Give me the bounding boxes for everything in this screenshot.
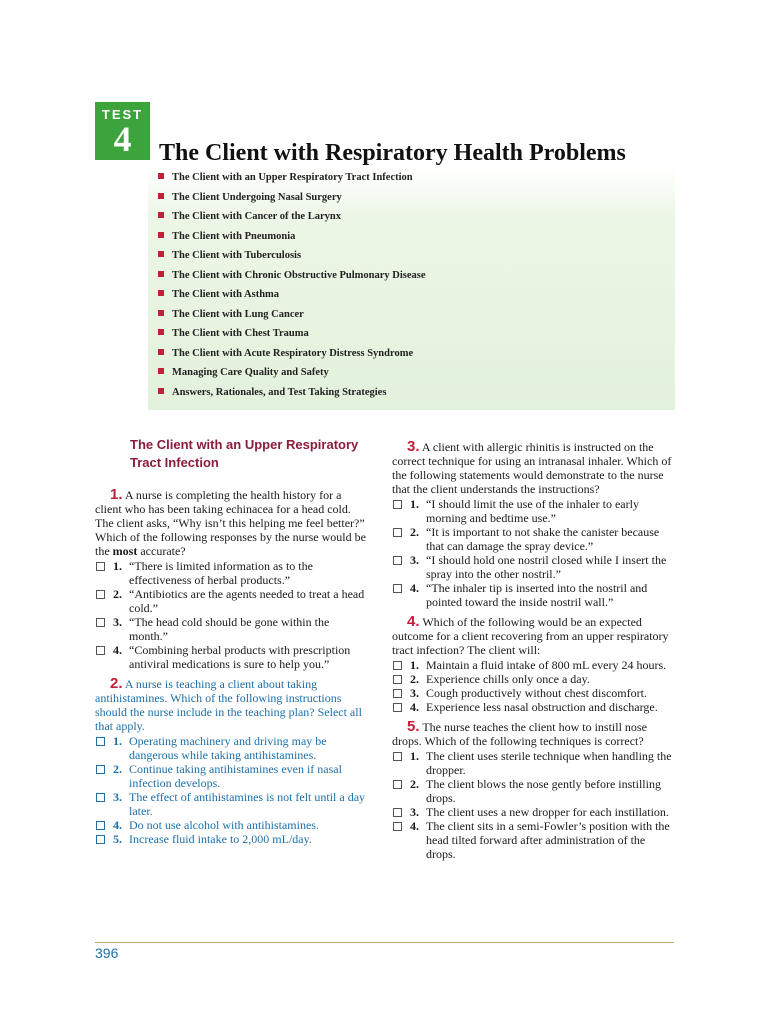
question-stem: 1. A nurse is completing the health history for a client who has been taking echinacea for a head cold. The client asks, “Why isn’t this helping me feel better?” Which of the following responses by the nurse would be the most accurate? <box>95 486 366 558</box>
answer-option[interactable]: 4. Experience less nasal obstruction and discharge. <box>392 700 677 714</box>
topic-item: The Client with Acute Respiratory Distress Syndrome <box>158 346 426 366</box>
checkbox-icon[interactable] <box>96 590 105 599</box>
section-heading: The Client with an Upper Respiratory Tract Infection <box>130 437 359 470</box>
checkbox-icon[interactable] <box>96 821 105 830</box>
test-badge-label: TEST <box>101 107 144 122</box>
bullet-icon <box>158 349 164 355</box>
checkbox-icon[interactable] <box>393 703 402 712</box>
checkbox-icon[interactable] <box>96 646 105 655</box>
answer-options <box>95 734 370 846</box>
bullet-icon <box>158 329 164 335</box>
checkbox-icon[interactable] <box>96 793 105 802</box>
topic-item: The Client with Pneumonia <box>158 229 426 249</box>
chapter-title: The Client with Respiratory Health Problems <box>159 140 626 166</box>
answer-option[interactable]: 5. Increase fluid intake to 2,000 mL/day. <box>95 832 370 846</box>
bullet-icon <box>158 173 164 179</box>
question-stem: 4. Which of the following would be an expected outcome for a client recovering from an upper respiratory tract infection? The client will: <box>392 613 669 657</box>
question-1 <box>95 488 370 671</box>
checkbox-icon[interactable] <box>96 618 105 627</box>
question-stem: 5. The nurse teaches the client how to instill nose drops. Which of the following techniques is correct? <box>392 718 647 748</box>
bullet-icon <box>158 368 164 374</box>
answer-option[interactable]: 1. “I should limit the use of the inhaler to early morning and bedtime use.” <box>392 497 677 525</box>
answer-option[interactable]: 3. Cough productively without chest discomfort. <box>392 686 677 700</box>
test-badge <box>95 102 150 160</box>
chapter-topics-box <box>148 168 675 410</box>
topic-item: The Client Undergoing Nasal Surgery <box>158 190 426 210</box>
checkbox-icon[interactable] <box>393 675 402 684</box>
answer-option[interactable]: 1. Maintain a fluid intake of 800 mL every 24 hours. <box>392 658 677 672</box>
answer-option[interactable]: 2. “It is important to not shake the canister because that can damage the spray device.” <box>392 525 677 553</box>
checkbox-icon[interactable] <box>96 737 105 746</box>
answer-option[interactable]: 2. “Antibiotics are the agents needed to treat a head cold.” <box>95 587 370 615</box>
answer-option[interactable]: 2. Continue taking antihistamines even if nasal infection develops. <box>95 762 370 790</box>
topic-item: Answers, Rationales, and Test Taking Strategies <box>158 385 426 405</box>
answer-options <box>392 658 677 714</box>
answer-option[interactable]: 3. The client uses a new dropper for each instillation. <box>392 805 677 819</box>
bullet-icon <box>158 193 164 199</box>
topic-item: Managing Care Quality and Safety <box>158 365 426 385</box>
test-badge-number: 4 <box>113 119 132 159</box>
footer-rule <box>95 942 674 943</box>
bullet-icon <box>158 310 164 316</box>
answer-options <box>392 749 677 861</box>
right-column <box>392 440 677 867</box>
answer-option[interactable]: 1. The client uses sterile technique when handling the dropper. <box>392 749 677 777</box>
chapter-topics-list <box>158 170 426 404</box>
answer-options <box>95 559 370 671</box>
answer-option[interactable]: 2. Experience chills only once a day. <box>392 672 677 686</box>
question-stem: 2. A nurse is teaching a client about taking antihistamines. Which of the following instructions should the nurse include in the teaching plan? Select all that apply. <box>95 675 362 733</box>
topic-item: The Client with Chest Trauma <box>158 326 426 346</box>
answer-option[interactable]: 3. “I should hold one nostril closed while I insert the spray into the other nostril.” <box>392 553 677 581</box>
bullet-icon <box>158 388 164 394</box>
answer-option[interactable]: 4. Do not use alcohol with antihistamines. <box>95 818 370 832</box>
bullet-icon <box>158 232 164 238</box>
page-number: 396 <box>95 945 119 961</box>
question-5 <box>392 720 677 861</box>
bullet-icon <box>158 251 164 257</box>
answer-options <box>392 497 677 609</box>
question-stem: 3. A client with allergic rhinitis is instructed on the correct technique for using an intranasal inhaler. Which of the following statements would demonstrate to the nurse that the client understands the instructions? <box>392 438 672 496</box>
question-2 <box>95 677 370 846</box>
answer-option[interactable]: 4. “The inhaler tip is inserted into the nostril and pointed toward the inside nostril wall.” <box>392 581 677 609</box>
topic-item: The Client with Lung Cancer <box>158 307 426 327</box>
topic-item: The Client with Tuberculosis <box>158 248 426 268</box>
question-3 <box>392 440 677 609</box>
checkbox-icon[interactable] <box>96 562 105 571</box>
bullet-icon <box>158 212 164 218</box>
checkbox-icon[interactable] <box>393 689 402 698</box>
checkbox-icon[interactable] <box>96 765 105 774</box>
topic-item: The Client with Chronic Obstructive Pulmonary Disease <box>158 268 426 288</box>
checkbox-icon[interactable] <box>393 661 402 670</box>
checkbox-icon[interactable] <box>96 835 105 844</box>
bullet-icon <box>158 271 164 277</box>
answer-option[interactable]: 3. “The head cold should be gone within the month.” <box>95 615 370 643</box>
checkbox-icon[interactable] <box>393 584 402 593</box>
answer-option[interactable]: 2. The client blows the nose gently before instilling drops. <box>392 777 677 805</box>
left-column <box>95 436 370 852</box>
topic-item: The Client with Asthma <box>158 287 426 307</box>
question-4 <box>392 615 677 714</box>
checkbox-icon[interactable] <box>393 808 402 817</box>
answer-option[interactable]: 4. The client sits in a semi-Fowler’s position with the head tilted forward after administration of the drops. <box>392 819 677 861</box>
answer-option[interactable]: 1. “There is limited information as to the effectiveness of herbal products.” <box>95 559 370 587</box>
topic-item: The Client with Cancer of the Larynx <box>158 209 426 229</box>
checkbox-icon[interactable] <box>393 556 402 565</box>
checkbox-icon[interactable] <box>393 780 402 789</box>
answer-option[interactable]: 1. Operating machinery and driving may be dangerous while taking antihistamines. <box>95 734 370 762</box>
answer-option[interactable]: 4. “Combining herbal products with prescription antiviral medications is sure to help you.” <box>95 643 370 671</box>
bullet-icon <box>158 290 164 296</box>
checkbox-icon[interactable] <box>393 528 402 537</box>
checkbox-icon[interactable] <box>393 752 402 761</box>
checkbox-icon[interactable] <box>393 822 402 831</box>
checkbox-icon[interactable] <box>393 500 402 509</box>
answer-option[interactable]: 3. The effect of antihistamines is not felt until a day later. <box>95 790 370 818</box>
topic-item: The Client with an Upper Respiratory Tract Infection <box>158 170 426 190</box>
